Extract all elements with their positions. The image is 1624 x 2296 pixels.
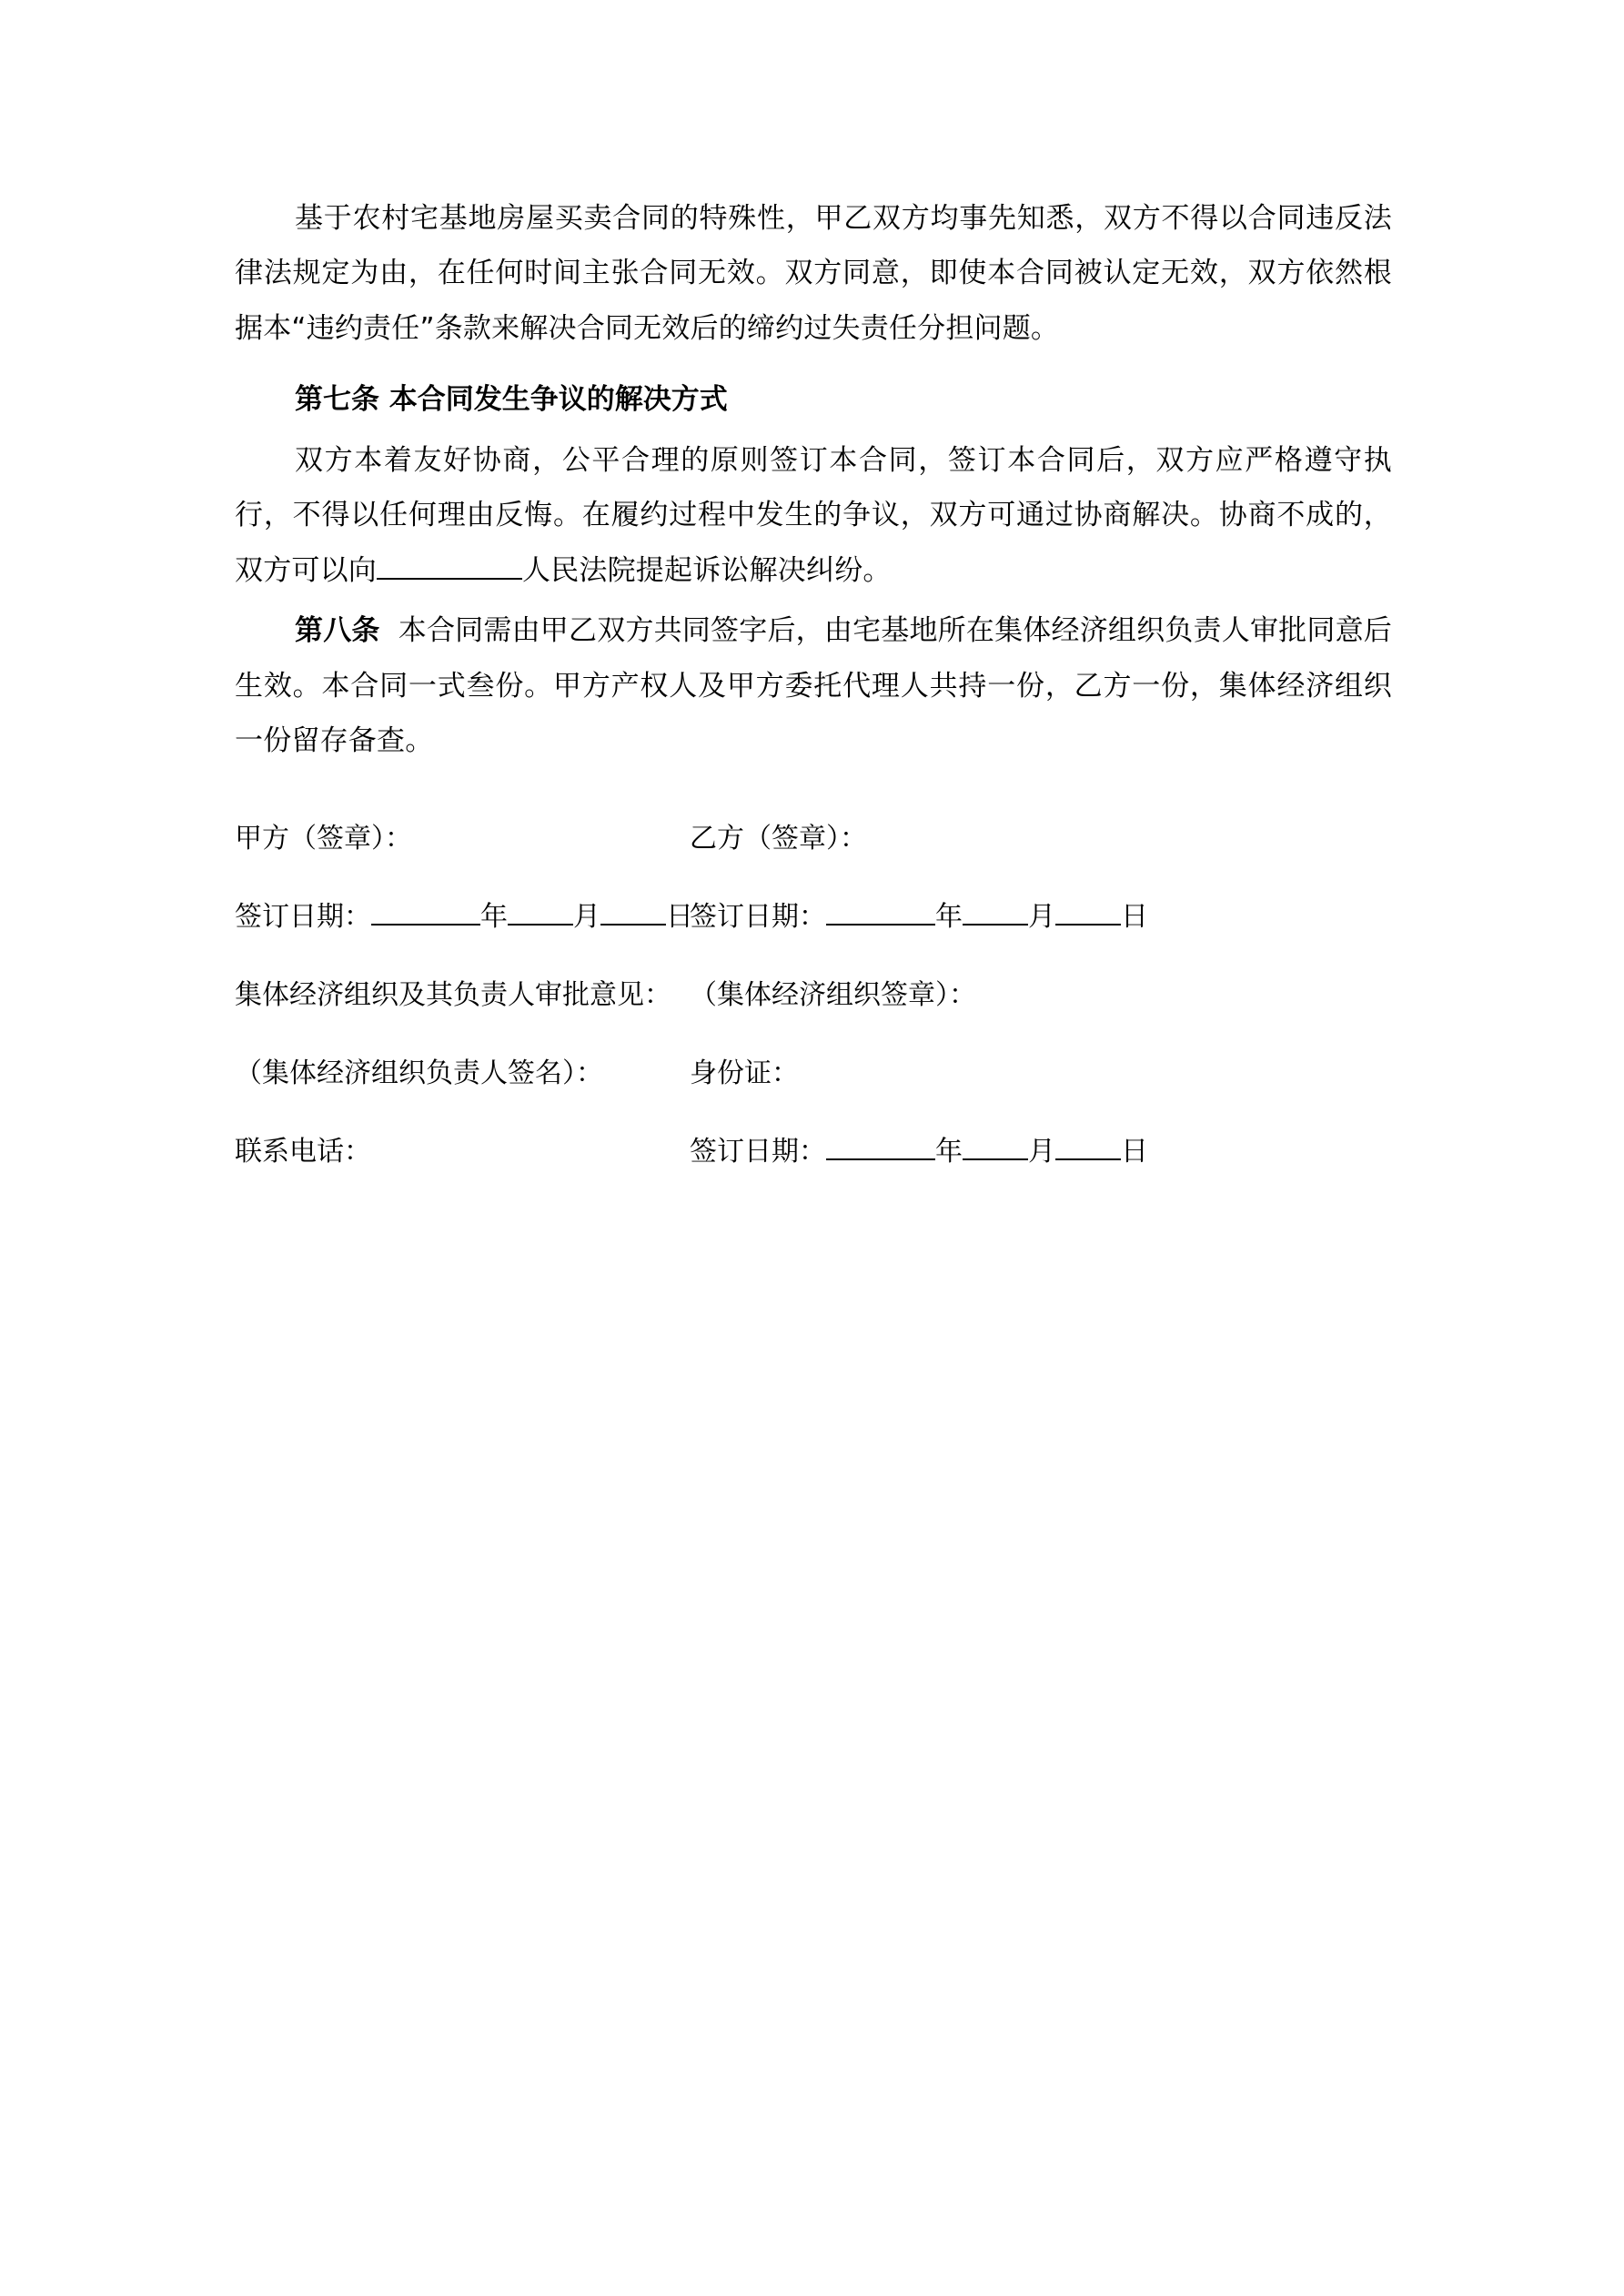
clause-8-lead: 第八条	[295, 614, 380, 648]
party-a-year-blank	[371, 924, 480, 925]
clause-7-heading: 第七条 本合同发生争议的解决方式	[295, 383, 728, 417]
collective-date-label: 签订日期：	[690, 1136, 826, 1168]
clause-8-body	[235, 603, 1392, 768]
clause-7-body	[235, 433, 1392, 598]
party-b-date-field	[690, 895, 1392, 939]
collective-leader-signature-label: （集体经济组织负责人签名）：	[235, 1057, 603, 1090]
party-a-day-unit: 日	[666, 901, 693, 934]
collective-year-unit: 年	[935, 1136, 963, 1168]
party-b-day-unit: 日	[1121, 901, 1148, 934]
party-b-month-blank	[963, 924, 1028, 925]
signature-row-parties	[235, 817, 1392, 861]
collective-month-blank	[963, 1158, 1028, 1160]
court-name-blank	[377, 578, 522, 580]
collective-day-unit: 日	[1121, 1136, 1148, 1168]
contact-phone-label: 联系电话：	[235, 1136, 371, 1168]
collective-date-field	[690, 1130, 1392, 1174]
party-b-year-blank	[826, 924, 935, 925]
id-card-label: 身份证：	[690, 1057, 799, 1090]
signature-row-dates	[235, 895, 1392, 939]
party-b-day-blank	[1055, 924, 1121, 925]
collective-approval-opinion-label: 集体经济组织及其负责人审批意见：	[235, 979, 671, 1012]
party-b-signature-label: 乙方（签章）：	[690, 823, 867, 855]
clause-8-text: 本合同需由甲乙双方共同签字后，由宅基地所在集体经济组织负责人审批同意后生效。本合同一式叁份。甲方产权人及甲方委托代理人共持一份，乙方一份，集体经济组织一份留存备查。	[235, 614, 1392, 757]
party-a-date-field	[235, 895, 693, 939]
collective-day-blank	[1055, 1158, 1121, 1160]
party-a-signature-label: 甲方（签章）：	[235, 823, 412, 855]
party-a-date-label: 签订日期：	[235, 901, 371, 934]
signature-row-contact	[235, 1130, 1392, 1174]
paragraph-invalidity: 基于农村宅基地房屋买卖合同的特殊性，甲乙双方均事先知悉，双方不得以合同违反法律法规定为由，在任何时间主张合同无效。双方同意，即使本合同被认定无效，双方依然根据本“违约责任”条款来解决合同无效后的缔约过失责任分担问题。	[235, 202, 1392, 345]
signature-row-collective-signer	[235, 1052, 1392, 1096]
signature-block	[235, 817, 1392, 1174]
party-a-month-unit: 月	[573, 901, 600, 934]
party-a-year-unit: 年	[480, 901, 508, 934]
clause-7-body-part2: 人民法院提起诉讼解决纠纷。	[522, 553, 892, 587]
party-b-year-unit: 年	[935, 901, 963, 934]
party-b-date-label: 签订日期：	[690, 901, 826, 934]
party-a-day-blank	[600, 924, 666, 925]
party-b-month-unit: 月	[1028, 901, 1055, 934]
collective-year-blank	[826, 1158, 935, 1160]
collective-seal-label: （集体经济组织签章）：	[690, 979, 976, 1012]
party-a-month-blank	[508, 924, 573, 925]
signature-row-collective-opinion	[235, 974, 1392, 1017]
collective-month-unit: 月	[1028, 1136, 1055, 1168]
clause-7-body-part1: 双方本着友好协商，公平合理的原则签订本合同，签订本合同后，双方应严格遵守执行，不得以任何理由反悔。在履约过程中发生的争议，双方可通过协商解决。协商不成的，双方可以向	[235, 443, 1392, 587]
